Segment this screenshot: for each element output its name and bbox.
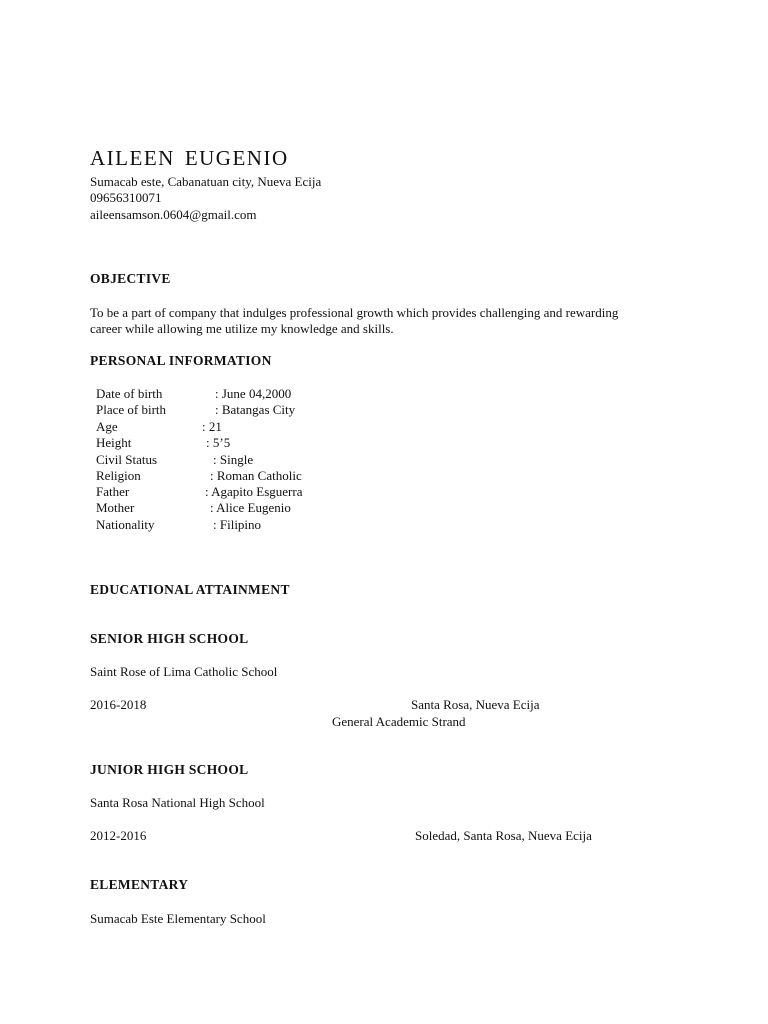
info-label-religion: Religion [96,468,141,483]
objective-line-1: To be a part of company that indulges professional growth which provides challenging and rewarding [90,305,619,320]
email-address: aileensamson.0604@gmail.com [90,207,257,222]
info-label-father: Father [96,484,130,499]
info-value-father: : Agapito Esguerra [205,484,303,499]
first-name: AILEEN [90,146,175,170]
info-value-religion: : Roman Catholic [210,468,302,483]
info-label-age: Age [96,419,118,434]
junior-high-location: Soledad, Santa Rosa, Nueva Ecija [415,828,592,843]
senior-high-heading: SENIOR HIGH SCHOOL [90,631,249,646]
address: Sumacab este, Cabanatuan city, Nueva Ecija [90,174,322,189]
objective-heading: OBJECTIVE [90,271,171,286]
info-label-mother: Mother [96,500,135,515]
objective-line-2: career while allowing me utilize my knowledge and skills. [90,321,394,336]
info-label-date-of-birth: Date of birth [96,386,163,401]
applicant-name [90,146,289,171]
personal-information-heading: PERSONAL INFORMATION [90,353,272,368]
info-label-place-of-birth: Place of birth [96,402,167,417]
info-value-nationality: : Filipino [213,517,262,532]
senior-high-school-name: Saint Rose of Lima Catholic School [90,664,278,679]
junior-high-school-name: Santa Rosa National High School [90,795,265,810]
info-value-date-of-birth: : June 04,2000 [215,386,292,401]
senior-high-location: Santa Rosa, Nueva Ecija [411,697,540,712]
info-value-height: : 5’5 [206,435,231,450]
info-value-mother: : Alice Eugenio [210,500,291,515]
junior-high-heading: JUNIOR HIGH SCHOOL [90,762,249,777]
phone-number: 09656310071 [90,190,162,205]
info-label-nationality: Nationality [96,517,155,532]
elementary-heading: ELEMENTARY [90,877,189,892]
senior-high-strand: General Academic Strand [332,714,466,729]
info-label-height: Height [96,435,132,450]
senior-high-years: 2016-2018 [90,697,147,712]
junior-high-years: 2012-2016 [90,828,147,843]
info-value-age: : 21 [202,419,222,434]
info-label-civil-status: Civil Status [96,452,158,467]
info-value-civil-status: : Single [213,452,254,467]
elementary-school-name: Sumacab Este Elementary School [90,911,266,926]
educational-attainment-heading: EDUCATIONAL ATTAINMENT [90,582,290,597]
info-value-place-of-birth: : Batangas City [215,402,296,417]
last-name: EUGENIO [184,146,289,170]
